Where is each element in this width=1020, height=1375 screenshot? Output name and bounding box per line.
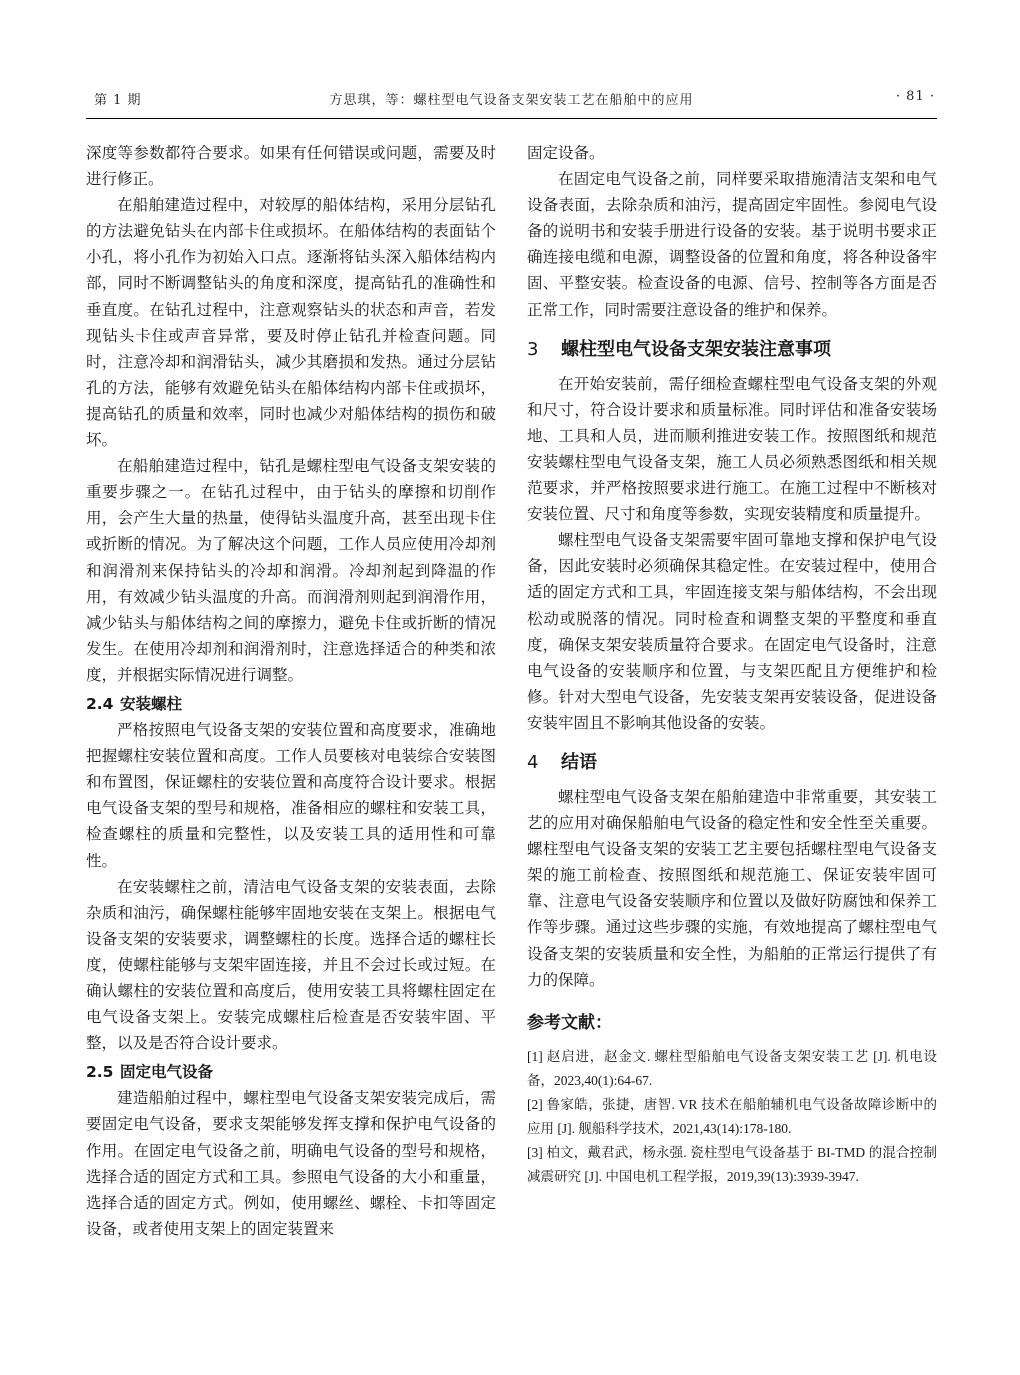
section-number: 2.4	[86, 694, 114, 713]
section-heading-4	[527, 750, 937, 776]
section-number: 3	[527, 338, 539, 360]
paragraph: 严格按照电气设备支架的安装位置和高度要求，准确地把握螺柱安装位置和高度。工作人员要核对电装综合安装图和布置图，保证螺柱的安装位置和高度符合设计要求。根据电气设备支架的型号和规格，准备相应的螺柱和安装工具，检查螺柱的质量和完整性，以及安装工具的适用性和可靠性。	[86, 721, 496, 870]
paragraph: 建造船舶过程中，螺柱型电气设备支架安装完成后，需要固定电气设备，要求支架能够发挥支撑和保护电气设备的作用。在固定电气设备之前，明确电气设备的型号和规格，选择合适的固定方式和工具。参照电气设备的大小和重量，选择合适的固定方式。例如，使用螺丝、螺栓、卡扣等固定设备，或者使用支架上的固定装置来	[86, 1089, 496, 1238]
section-title: 螺柱型电气设备支架安装注意事项	[561, 338, 831, 360]
right-column	[527, 140, 937, 1189]
section-title: 固定电气设备	[120, 1063, 214, 1082]
section-title: 结语	[561, 751, 597, 773]
paragraph: 在安装螺柱之前，清洁电气设备支架的安装表面，去除杂质和油污，确保螺柱能够牢固地安装在支架上。根据电气设备支架的安装要求，调整螺柱的长度。选择合适的螺柱长度，使螺柱能够与支架牢固连接，并且不会过长或过短。在确认螺柱的安装位置和高度后，使用安装工具将螺柱固定在电气设备支架上。安装完成螺柱后检查是否安装牢固、平整，以及是否符合设计要求。	[86, 877, 496, 1053]
header-rule	[86, 118, 937, 119]
references-heading: 参考文献：	[527, 1012, 612, 1033]
reference-item: [1] 赵启进，赵金文. 螺柱型船舶电气设备支架安装工艺 [J]. 机电设备，2023,40(1):64-67.	[527, 1048, 937, 1088]
section-title: 安装螺柱	[120, 694, 183, 713]
paragraph: 在船舶建造过程中，钻孔是螺柱型电气设备支架安装的重要步骤之一。在钻孔过程中，由于钻头的摩擦和切削作用，会产生大量的热量，使得钻头温度升高，甚至出现卡住或折断的情况。为了解决这个问题，工作人员应使用冷却剂和润滑剂来保持钻头的冷却和润滑。冷却剂起到降温的作用，有效减少钻头温度的升高。而润滑剂则起到润滑作用，减少钻头与船体结构之间的摩擦力，避免卡住或折断的情况发生。在使用冷却剂和润滑剂时，注意选择适合的种类和浓度，并根据实际情况进行调整。	[86, 457, 496, 684]
running-title: 方思琪，等：螺柱型电气设备支架安装工艺在船舶中的应用	[329, 93, 694, 108]
section-heading-2-5	[86, 1059, 496, 1085]
section-heading-2-4	[86, 691, 496, 717]
paragraph: 在船舶建造过程中，对较厚的船体结构，采用分层钻孔的方法避免钻头在内部卡住或损坏。在船体结构的表面钻个小孔，将小孔作为初始入口点。逐渐将钻头深入船体结构内部，同时不断调整钻头的角度和深度，提高钻孔的准确性和垂直度。在钻孔过程中，注意观察钻头的状态和声音，若发现钻头卡住或声音异常，要及时停止钻孔并检查问题。同时，注意冷却和润滑钻头，减少其磨损和发热。通过分层钻孔的方法，能够有效避免钻头在船体结构内部卡住或损坏，提高钻孔的质量和效率，同时也减少对船体结构的损伤和破坏。	[86, 196, 496, 450]
paragraph: 固定设备。	[527, 144, 605, 162]
reference-item: [2] 鲁家皓，张捷，唐智. VR 技术在船舶辅机电气设备故障诊断中的应用 [J]. 舰船科学技术，2021,43(14):178-180.	[527, 1096, 937, 1136]
section-number: 2.5	[86, 1063, 114, 1082]
paragraph: 在固定电气设备之前，同样要采取措施清洁支架和电气设备表面，去除杂质和油污，提高固定牢固性。参阅电气设备的说明书和安装手册进行设备的安装。基于说明书要求正确连接电缆和电源，调整设备的位置和角度，将各种设备牢固、平整安装。检查设备的电源、信号、控制等各方面是否正常工作，同时需要注意设备的维护和保养。	[527, 170, 937, 319]
left-column	[86, 140, 496, 1242]
page-number: · 81 ·	[895, 89, 935, 104]
paragraph: 在开始安装前，需仔细检查螺柱型电气设备支架的外观和尺寸，符合设计要求和质量标准。同时评估和准备安装场地、工具和人员，进而顺利推进安装工作。按照图纸和规范安装螺柱型电气设备支架，施工人员必须熟悉图纸和相关规范要求，并严格按照要求进行施工。在施工过程中不断核对安装位置、尺寸和角度等参数，实现安装精度和质量提升。	[527, 374, 937, 524]
paragraph: 螺柱型电气设备支架需要牢固可靠地支撑和保护电气设备，因此安装时必须确保其稳定性。在安装过程中，使用合适的固定方式和工具，牢固连接支架与船体结构，不会出现松动或脱落的情况。同时检查和调整支架的平整度和垂直度，确保支架安装质量符合要求。在固定电气设备时，注意电气设备的安装顺序和位置，与支架匹配且方便维护和检修。针对大型电气设备，先安装支架再安装设备，促进设备安装牢固且不影响其他设备的安装。	[527, 531, 937, 732]
section-number: 4	[527, 751, 539, 773]
paragraph: 螺柱型电气设备支架在船舶建造中非常重要，其安装工艺的应用对确保船舶电气设备的稳定性和安全性至关重要。螺柱型电气设备支架的安装工艺主要包括螺柱型电气设备支架的施工前检查、按照图纸和规范施工、保证安装牢固可靠、注意电气设备安装顺序和位置以及做好防腐蚀和保养工作等步骤。通过这些步骤的实施，有效地提高了螺柱型电气设备支架的安装质量和安全性，为船舶的正常运行提供了有力的保障。	[527, 787, 937, 989]
reference-item: [3] 柏文，戴君武，杨永强. 瓷柱型电气设备基于 BI-TMD 的混合控制减震研究 [J]. 中国电机工程学报，2019,39(13):3939-3947.	[527, 1144, 937, 1184]
section-heading-3	[527, 337, 937, 363]
issue-label: 第 1 期	[94, 93, 142, 108]
paragraph: 深度等参数都符合要求。如果有任何错误或问题，需要及时进行修正。	[86, 144, 496, 189]
running-header	[86, 89, 937, 115]
